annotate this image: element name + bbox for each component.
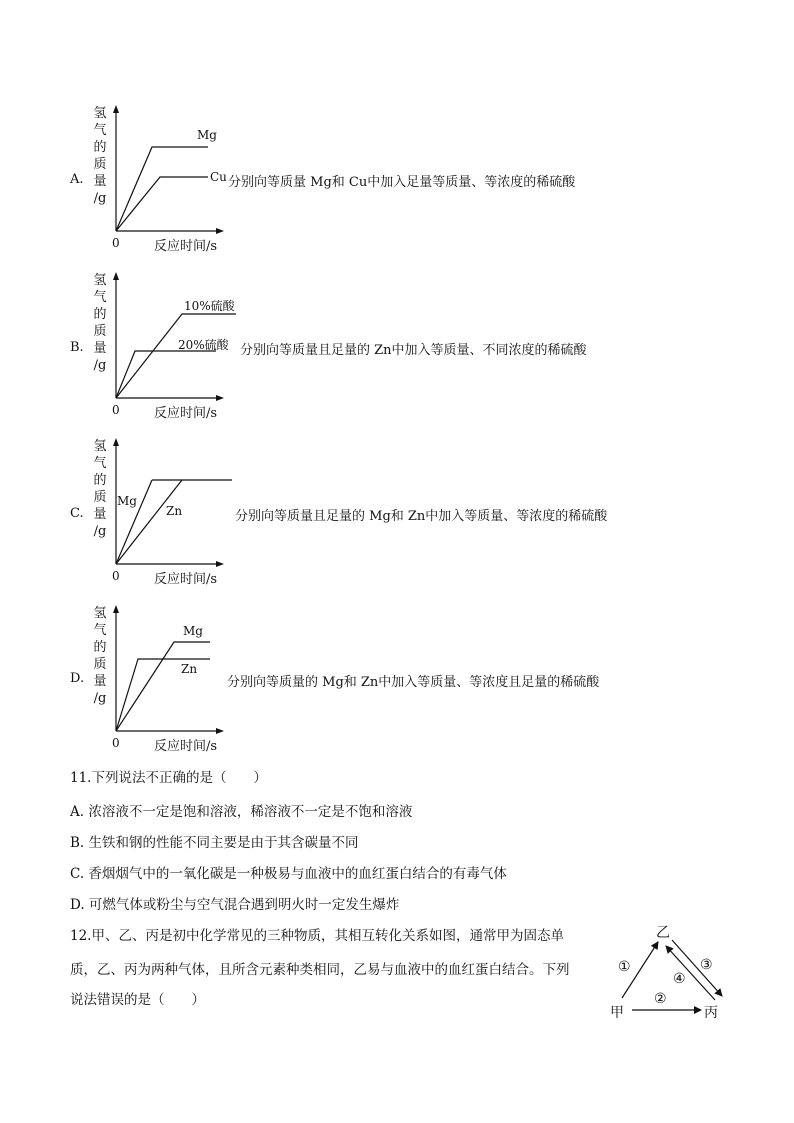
curve-zn bbox=[116, 480, 182, 564]
choice-a: A. 浓溶液不一定是饱和溶液，稀溶液不一定是不饱和溶液 bbox=[70, 804, 413, 820]
question-12-line-3: 说法错误的是（ ） bbox=[70, 992, 205, 1008]
node-jia: 甲 bbox=[610, 1005, 624, 1021]
option-b bbox=[70, 272, 670, 422]
arrow-label-2: ② bbox=[654, 991, 667, 1007]
curve-cu bbox=[116, 177, 208, 231]
graph-d bbox=[108, 605, 228, 735]
option-description: 分别向等质量 Mg和 Cu中加入足量等质量、等浓度的稀硫酸 bbox=[228, 175, 576, 190]
option-letter: B. bbox=[70, 340, 84, 355]
node-bing: 丙 bbox=[704, 1005, 718, 1021]
curve-label-zn: Zn bbox=[181, 662, 198, 676]
origin-label: 0 bbox=[112, 236, 120, 250]
conversion-diagram bbox=[600, 920, 730, 1030]
curve-label-20pct: 20%硫酸 bbox=[178, 338, 229, 352]
curve-mg bbox=[116, 147, 208, 231]
option-description: 分别向等质量且足量的 Zn中加入等质量、不同浓度的稀硫酸 bbox=[240, 343, 587, 358]
x-axis-label: 反应时间/s bbox=[154, 739, 218, 754]
question-12-line-2: 质，乙、丙为两种气体，且所含元素种类相同，乙易与血液中的血红蛋白结合。下列 bbox=[70, 962, 570, 978]
arrow-label-1: ① bbox=[618, 959, 631, 975]
option-description: 分别向等质量且足量的 Mg和 Zn中加入等质量、等浓度的稀硫酸 bbox=[235, 509, 608, 524]
option-letter: A. bbox=[70, 172, 84, 187]
choice-c: C. 香烟烟气中的一氧化碳是一种极易与血液中的血红蛋白结合的有毒气体 bbox=[70, 866, 507, 882]
origin-label: 0 bbox=[112, 569, 120, 583]
curve-mg bbox=[116, 480, 152, 564]
curve-label-mg: Mg bbox=[183, 624, 203, 638]
option-description: 分别向等质量的 Mg和 Zn中加入等质量、等浓度且足量的稀硫酸 bbox=[227, 675, 600, 690]
origin-label: 0 bbox=[112, 736, 120, 750]
node-yi: 乙 bbox=[656, 925, 670, 941]
origin-label: 0 bbox=[112, 403, 120, 417]
x-axis-label: 反应时间/s bbox=[154, 239, 218, 254]
y-axis-label: 氢 气 的 质 量 /g bbox=[93, 273, 107, 373]
y-axis-label: 氢 气 的 质 量 /g bbox=[93, 439, 107, 539]
option-letter: D. bbox=[70, 671, 85, 686]
y-axis-label: 氢 气 的 质 量 /g bbox=[93, 606, 107, 706]
arrow-label-4: ④ bbox=[673, 971, 686, 987]
option-c bbox=[70, 438, 670, 588]
option-d bbox=[70, 605, 670, 755]
curve-label-zn: Zn bbox=[166, 504, 183, 518]
curve-20pct bbox=[116, 351, 216, 398]
y-axis-label: 氢 气 的 质 量 /g bbox=[93, 106, 107, 206]
question-12-line-1: 12.甲、乙、丙是初中化学常见的三种物质，其相互转化关系如图，通常甲为固态单 bbox=[70, 928, 564, 944]
x-axis-label: 反应时间/s bbox=[154, 406, 218, 421]
x-axis-label: 反应时间/s bbox=[154, 572, 218, 587]
curve-label-10pct: 10%硫酸 bbox=[184, 299, 235, 313]
option-letter: C. bbox=[70, 506, 84, 521]
option-a bbox=[70, 105, 670, 255]
choice-b: B. 生铁和钢的性能不同主要是由于其含碳量不同 bbox=[70, 835, 359, 851]
curve-10pct bbox=[116, 314, 236, 398]
curve-label-mg: Mg bbox=[117, 494, 137, 508]
arrow-label-3: ③ bbox=[700, 957, 713, 973]
curve-label-cu: Cu bbox=[210, 170, 227, 184]
choice-d: D. 可燃气体或粉尘与空气混合遇到明火时一定发生爆炸 bbox=[70, 897, 400, 913]
curve-label-mg: Mg bbox=[197, 128, 217, 142]
question-11-stem: 11.下列说法不正确的是（ ） bbox=[70, 770, 267, 786]
